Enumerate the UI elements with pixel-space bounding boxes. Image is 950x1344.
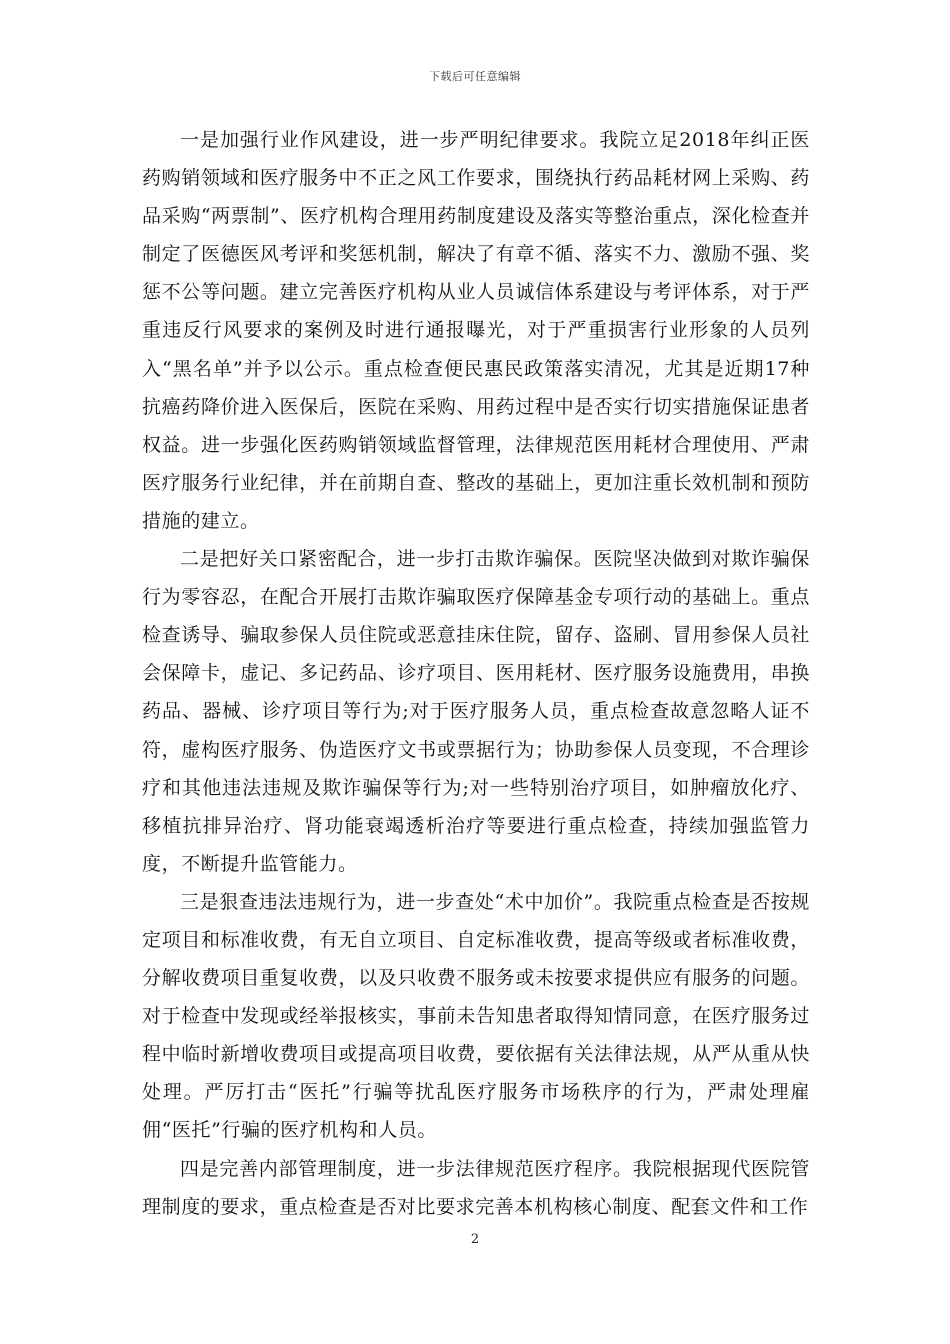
paragraph-4: 四是完善内部管理制度，进一步法律规范医疗程序。我院根据现代医院管理制度的要求，重点检查是否对比要求完善本机构核心制度、配套文件和工作 xyxy=(142,1157,810,1218)
paragraph-1: 一是加强行业作风建设，进一步严明纪律要求。我院立足2018年纠正医药购销领域和医疗服务中不正之风工作要求，围绕执行药品耗材网上采购、药品采购“两票制”、医疗机构合理用药制度建设及落实等整治重点，深化检查并制定了医德医风考评和奖惩机制，解决了有章不循、落实不力、激励不强、奖惩不公等问题。建立完善医疗机构从业人员诚信体系建设与考评体系，对于严重违反行风要求的案例及时进行通报曝光，对于严重损害行业形象的人员列入“黑名单”并予以公示。重点检查便民惠民政策落实清况，尤其是近期17种抗癌药降价进入医保后，医院在采购、用药过程中是否实行切实措施保证患者权益。进一步强化医药购销领域监督管理，法律规范医用耗材合理使用、严肃医疗服务行业纪律，并在前期自查、整改的基础上，更加注重长效机制和预防措施的建立。 xyxy=(142,129,810,532)
page-number: 2 xyxy=(470,1232,480,1247)
paragraph-3: 三是狠查违法违规行为，进一步查处“术中加价”。我院重点检查是否按规定项目和标准收费，有无自立项目、自定标准收费，提高等级或者标准收费，分解收费项目重复收费，以及只收费不服务或未按要求提供应有服务的问题。对于检查中发现或经举报核实，事前未告知患者取得知情同意，在医疗服务过程中临时新增收费项目或提高项目收费，要依据有关法律法规，从严从重从快处理。严厉打击“医托”行骗等扰乱医疗服务市场秩序的行为，严肃处理雇佣“医托”行骗的医疗机构和人员。 xyxy=(142,890,810,1142)
document-body xyxy=(142,121,810,1226)
page-header: 下载后可任意编辑 xyxy=(429,70,521,83)
paragraph-2: 二是把好关口紧密配合，进一步打击欺诈骗保。医院坚决做到对欺诈骗保行为零容忍，在配合开展打击欺诈骗取医疗保障基金专项行动的基础上。重点检查诱导、骗取参保人员住院或恶意挂床住院，留存、盗刷、冒用参保人员社会保障卡，虚记、多记药品、诊疗项目、医用耗材、医疗服务设施费用，串换药品、器械、诊疗项目等行为;对于医疗服务人员，重点检查故意忽略人证不符，虚构医疗服务、伪造医疗文书或票据行为；协助参保人员变现，不合理诊疗和其他违法违规及欺诈骗保等行为;对一些特别治疗项目，如肿瘤放化疗、移植抗排异治疗、肾功能衰竭透析治疗等要进行重点检查，持续加强监管力度，不断提升监管能力。 xyxy=(142,548,810,875)
